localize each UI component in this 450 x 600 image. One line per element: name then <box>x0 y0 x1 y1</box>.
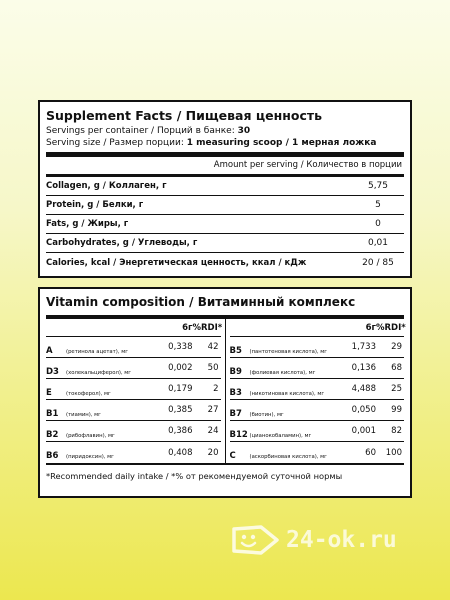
servings-value: 30 <box>237 126 251 136</box>
vitamin-letter: E <box>46 387 52 398</box>
vitamin-description: (пиридоксин), мг <box>66 454 114 460</box>
amount-column-header: 6г <box>365 322 376 333</box>
vitamin-column-header <box>46 319 221 337</box>
vitamin-row <box>46 337 221 358</box>
rdi-column-header: %RDI* <box>376 322 406 333</box>
vitamin-amount: 4,488 <box>351 384 376 394</box>
vitamin-rdi: 82 <box>391 426 402 436</box>
vitamin-description: (токоферол), мг <box>66 390 111 397</box>
nutrient-name: Calories, kcal / Энергетическая ценность, ккал / кДж <box>46 257 307 268</box>
nutrient-name: Carbohydrates, g / Углеводы, г <box>46 238 198 248</box>
nutrient-value: 5 <box>375 200 381 210</box>
vitamin-amount: 1,733 <box>351 342 376 352</box>
vitamin-amount: 0,136 <box>351 363 376 373</box>
vitamin-column-right <box>226 319 405 463</box>
vitamin-column-header <box>230 319 405 337</box>
amount-per-serving-header: Amount per serving / Количество в порции <box>213 160 402 170</box>
nutrient-row-protein <box>46 196 404 215</box>
vitamin-rdi: 2 <box>213 384 219 394</box>
vitamin-amount: 0,385 <box>168 405 193 415</box>
rdi-footnote: *Recommended daily intake / *% от рекомендуемой суточной нормы <box>46 463 404 487</box>
nutrient-row-fats <box>46 215 404 234</box>
vitamin-rdi: 27 <box>207 405 219 415</box>
serving-size-label: Serving size / Размер порции: <box>46 138 187 148</box>
vitamin-description: (ретинола ацетат), мг <box>66 348 128 355</box>
nutrient-name: Collagen, g / Коллаген, г <box>46 181 167 191</box>
vitamin-description: (никотиновая кислота), мг <box>249 390 325 397</box>
vitamin-description: (тиамин), мг <box>66 411 101 418</box>
vitamin-letter: B1 <box>46 408 59 419</box>
nutrient-table <box>46 177 404 272</box>
vitamin-rdi: 99 <box>391 405 402 415</box>
vitamin-rdi: 50 <box>207 363 219 373</box>
vitamin-letter: B5 <box>229 345 242 356</box>
facts-title: Supplement Facts / Пищевая ценность <box>46 108 323 123</box>
nutrient-row-collagen <box>46 177 404 196</box>
rdi-column-header: %RDI* <box>192 322 223 333</box>
vitamin-amount: 0,002 <box>168 363 193 373</box>
vitamin-amount: 60 <box>365 447 376 458</box>
vitamin-rdi: 24 <box>207 426 219 436</box>
vitamin-description: (рибофлавин), мг <box>66 432 115 439</box>
vitamin-description: (биотин), мг <box>249 411 284 418</box>
servings-label: Servings per container / Порций в банке: <box>46 126 238 136</box>
nutrient-row-carbohydrates <box>46 234 404 253</box>
vitamin-row <box>230 421 405 442</box>
vitamin-amount: 0,001 <box>351 426 376 436</box>
vitamin-letter: B6 <box>46 451 59 461</box>
vitamins-title: Vitamin composition / Витаминный комплекс <box>46 295 356 309</box>
serving-size-value: 1 measuring scoop / 1 мерная ложка <box>186 138 377 148</box>
servings-line <box>46 125 404 137</box>
vitamin-rdi: 20 <box>207 447 219 458</box>
vitamin-row <box>230 337 405 358</box>
nutrient-value: 20 / 85 <box>362 257 394 268</box>
nutrient-name: Protein, g / Белки, г <box>46 200 144 210</box>
vitamin-row <box>230 379 405 400</box>
vitamin-row <box>230 400 405 421</box>
amount-column-header: 6г <box>182 322 193 333</box>
watermark <box>228 520 397 560</box>
vitamin-table <box>46 319 404 463</box>
vitamin-rdi: 25 <box>391 384 402 394</box>
vitamin-letter: B3 <box>229 387 242 398</box>
vitamin-column-left <box>46 319 226 463</box>
vitamin-rdi: 100 <box>385 447 402 458</box>
vitamin-amount: 0,338 <box>168 342 193 352</box>
vitamin-rdi: 29 <box>391 342 402 352</box>
smiley-tag-logo-icon <box>228 520 282 560</box>
vitamin-description: (цианокобаламин), мг <box>249 432 312 439</box>
vitamin-letter: B9 <box>229 366 242 377</box>
watermark-text: 24-ok.ru <box>286 527 397 553</box>
vitamin-row <box>46 442 221 463</box>
nutrient-value: 0 <box>375 219 381 229</box>
vitamin-composition-panel <box>38 287 412 498</box>
vitamin-row <box>46 358 221 379</box>
vitamin-rdi: 68 <box>391 363 402 373</box>
vitamin-row <box>46 400 221 421</box>
vitamin-letter: A <box>46 345 53 356</box>
vitamin-amount: 0,386 <box>168 426 193 436</box>
vitamin-amount: 0,408 <box>168 447 193 458</box>
vitamin-description: (холекальциферол), мг <box>66 369 132 376</box>
vitamin-letter: B7 <box>229 408 242 419</box>
vitamin-row <box>230 358 405 379</box>
serving-size-line <box>46 137 404 149</box>
vitamin-letter: C <box>229 451 236 461</box>
nutrient-value: 0,01 <box>367 238 389 248</box>
vitamin-rdi: 42 <box>207 342 219 352</box>
vitamin-amount: 0,179 <box>168 384 193 394</box>
vitamin-amount: 0,050 <box>351 405 376 415</box>
vitamin-description: (аскорбиновая кислота), мг <box>249 454 327 460</box>
vitamin-row <box>46 421 221 442</box>
nutrient-name: Fats, g / Жиры, г <box>46 219 129 229</box>
supplement-facts-panel <box>38 100 412 278</box>
vitamin-letter: B2 <box>46 429 59 440</box>
vitamin-description: (пантотеновая кислота), мг <box>249 348 328 355</box>
vitamin-row <box>46 379 221 400</box>
vitamin-description: (фолиевая кислота), мг <box>249 369 316 376</box>
nutrient-value: 5,75 <box>367 181 389 191</box>
vitamin-row <box>230 442 405 463</box>
vitamin-letter: B12 <box>229 429 248 440</box>
nutrient-row-calories <box>46 253 404 272</box>
vitamin-letter: D3 <box>46 366 59 377</box>
